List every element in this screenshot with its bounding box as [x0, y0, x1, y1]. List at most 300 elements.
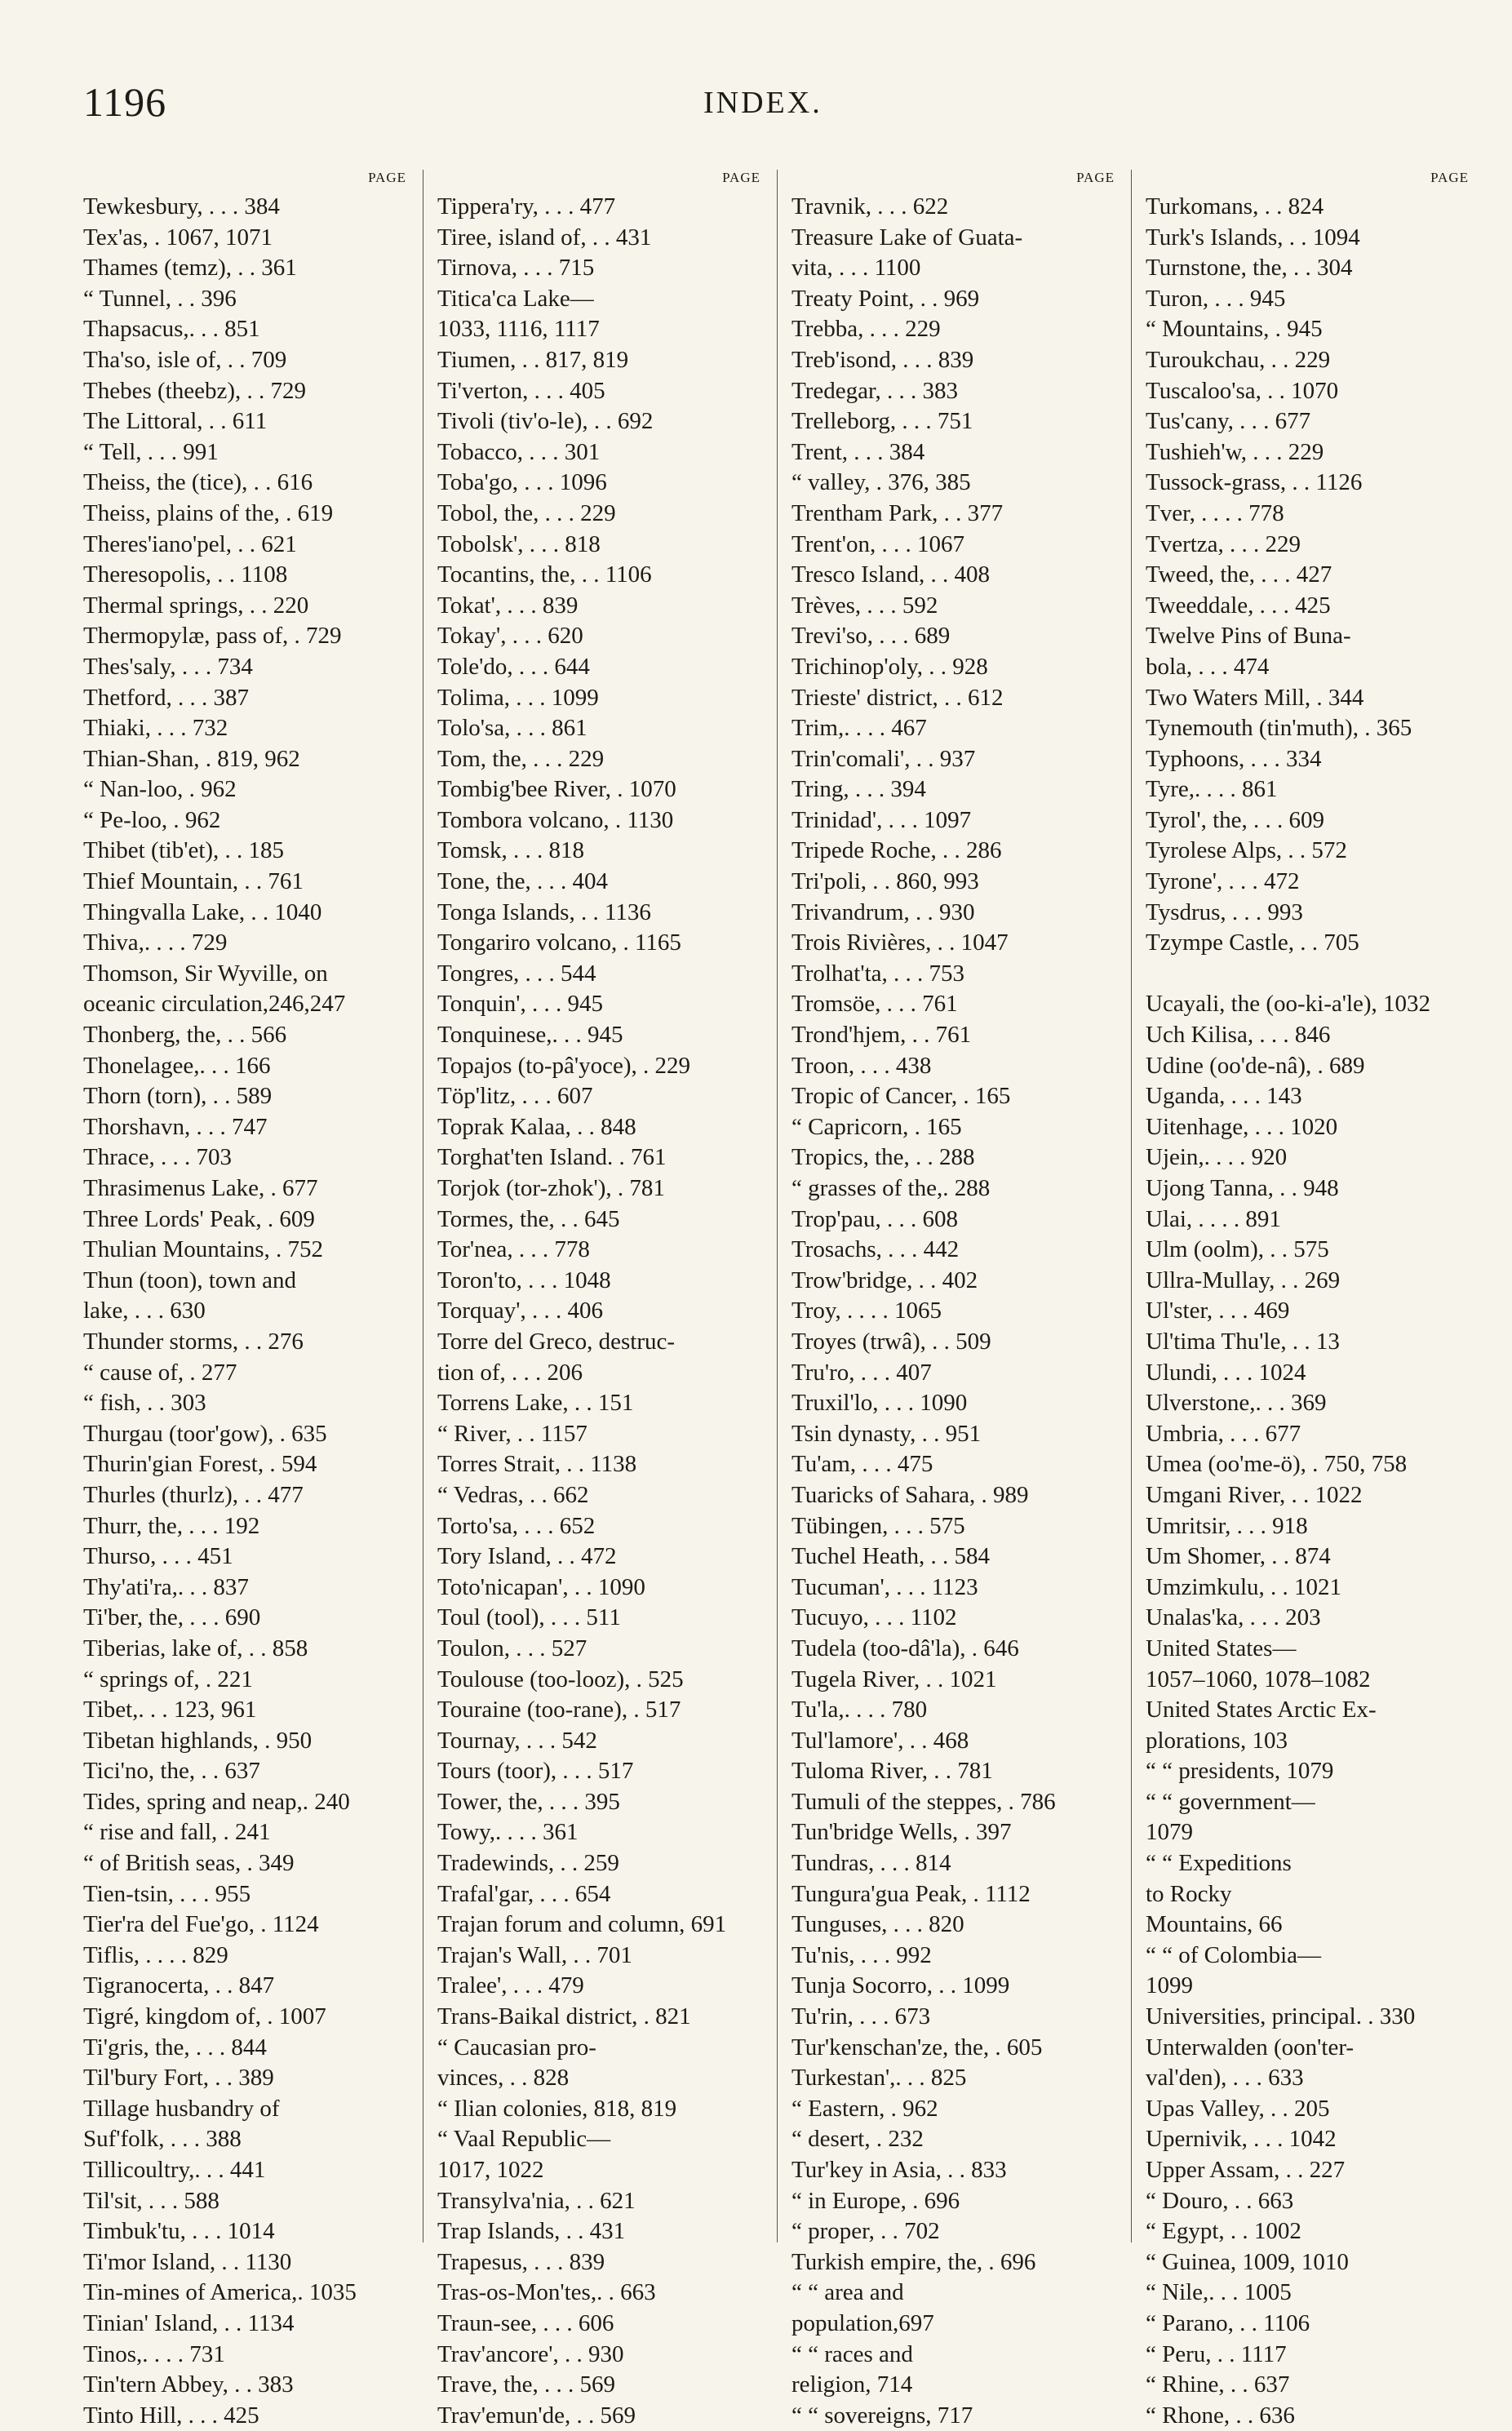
index-entry: Tyre,. . . . 861 [1146, 776, 1278, 803]
index-entry: Tucuyo, . . . 1102 [791, 1604, 957, 1631]
index-entry: “ Vedras, . . 662 [437, 1481, 589, 1508]
index-entry: Ti'verton, . . . 405 [437, 377, 605, 404]
index-entry: Thermopylæ, pass of, . 729 [83, 623, 342, 650]
index-entry: Tolima, . . . 1099 [437, 684, 599, 711]
index-entry: Trafal'gar, . . . 654 [437, 1880, 611, 1907]
index-entry: Tom, the, . . . 229 [437, 745, 605, 772]
index-entry: Trop'pau, . . . 608 [791, 1205, 958, 1232]
entry-list [83, 192, 410, 2431]
index-entry: Troon, . . . 438 [791, 1052, 932, 1079]
index-entry: Trow'bridge, . . 402 [791, 1267, 978, 1293]
index-entry: “ Peru, . . 1117 [1146, 2340, 1287, 2367]
entry-list [791, 192, 1118, 2431]
index-entry: Toto'nicapan', . . 1090 [437, 1573, 645, 1600]
index-entry: “ grasses of the,. 288 [791, 1175, 991, 1201]
index-entry: Turon, . . . 945 [1146, 285, 1286, 312]
index-entry: “ “ sovereigns, 717 [791, 2402, 973, 2429]
index-entry: Upernivik, . . . 1042 [1146, 2126, 1337, 2153]
index-entry: Tralee', . . . 479 [437, 1972, 584, 1999]
index-entry: Treb'isond, . . . 839 [791, 346, 974, 373]
index-entry: Trajan forum and column, 691 [437, 1911, 727, 1938]
index-entry: Tex'as, . 1067, 1071 [83, 224, 273, 251]
index-entry: Til'bury Fort, . . 389 [83, 2065, 274, 2092]
index-entry: Ulundi, . . . 1024 [1146, 1359, 1306, 1386]
index-entry: “ valley, . 376, 385 [791, 469, 971, 496]
index-entry: Tvertza, . . . 229 [1146, 530, 1301, 557]
index-entry: oceanic circulation,246,247 [83, 991, 346, 1018]
index-entry: Tweed, the, . . . 427 [1146, 561, 1332, 588]
index-entry: Turoukchau, . . 229 [1146, 346, 1331, 373]
index-entry: Tole'do, . . . 644 [437, 653, 590, 680]
page-header [0, 78, 1512, 144]
index-entry: Truxil'lo, . . . 1090 [791, 1390, 968, 1417]
index-entry: Thames (temz), . . 361 [83, 255, 297, 282]
index-entry: Tonquin', . . . 945 [437, 991, 603, 1018]
index-entry: Trolhat'ta, . . . 753 [791, 960, 964, 987]
index-entry: Tower, the, . . . 395 [437, 1788, 620, 1815]
index-entry: Tver, . . . . 778 [1146, 499, 1284, 526]
index-entry: Umbria, . . . 677 [1146, 1420, 1301, 1447]
index-entry: “ Douro, . . 663 [1146, 2187, 1294, 2214]
index-entry: bola, . . . 474 [1146, 653, 1270, 680]
index-entry: Tuscaloo'sa, . . 1070 [1146, 377, 1339, 404]
index-entry: Trap Islands, . . 431 [437, 2218, 626, 2245]
index-entry: Tici'no, the, . . 637 [83, 1758, 260, 1785]
index-entry: Tru'ro, . . . 407 [791, 1359, 932, 1386]
index-entry: “ “ of Colombia— [1146, 1941, 1322, 1968]
index-entry: Mountains, 66 [1146, 1911, 1283, 1938]
index-entry: Tromsöe, . . . 761 [791, 991, 958, 1018]
index-entry: Trav'ancore', . . 930 [437, 2340, 624, 2367]
index-entry: Tocantins, the, . . 1106 [437, 561, 652, 588]
index-entry: Timbuk'tu, . . . 1014 [83, 2218, 275, 2245]
index-entry: The Littoral, . . 611 [83, 408, 268, 435]
index-entry: 1079 [1146, 1819, 1193, 1846]
index-entry: Trav'emun'de, . . 569 [437, 2402, 636, 2429]
index-entry: Theiss, the (tice), . . 616 [83, 469, 313, 496]
index-entry: Tillage husbandry of [83, 2095, 280, 2122]
index-entry: Uganda, . . . 143 [1146, 1083, 1302, 1110]
index-entry: Thrasimenus Lake, . 677 [83, 1175, 318, 1201]
index-entry: Ti'gris, the, . . . 844 [83, 2034, 267, 2061]
index-entry: “ Rhine, . . 637 [1146, 2371, 1290, 2398]
index-entry: “ desert, . 232 [791, 2126, 924, 2153]
index-entry: Tiberias, lake of, . . 858 [83, 1635, 308, 1661]
index-entry: Thingvalla Lake, . . 1040 [83, 898, 322, 925]
index-entry: “ “ government— [1146, 1788, 1315, 1815]
index-entry: Tier'ra del Fue'go, . 1124 [83, 1911, 319, 1938]
index-column-2 [437, 170, 764, 2431]
index-entry: Toulon, . . . 527 [437, 1635, 588, 1661]
index-entry: Traun-see, . . . 606 [437, 2309, 614, 2336]
index-entry: Tu'rin, . . . 673 [791, 2003, 931, 2030]
index-entry: Tyrone', . . . 472 [1146, 868, 1300, 895]
index-entry: Topajos (to-pâ'yoce), . 229 [437, 1052, 691, 1079]
index-entry: Tippera'ry, . . . 477 [437, 193, 616, 220]
index-entry: “ Nan-loo, . 962 [83, 776, 237, 803]
running-head: INDEX. [703, 86, 823, 120]
index-entry: Tyrol', the, . . . 609 [1146, 806, 1325, 833]
index-entry: Tivoli (tiv'o-le), . . 692 [437, 408, 654, 435]
index-entry: Tugela River, . . 1021 [791, 1666, 997, 1692]
index-entry: Treaty Point, . . 969 [791, 285, 980, 312]
index-entry: Suf'folk, . . . 388 [83, 2126, 242, 2153]
index-entry: Trichinop'oly, . . 928 [791, 653, 988, 680]
index-entry: Trosachs, . . . 442 [791, 1236, 960, 1263]
index-entry: Torto'sa, . . . 652 [437, 1512, 596, 1539]
index-entry: Tripede Roche, . . 286 [791, 837, 1002, 864]
index-entry: Universities, principal. . 330 [1146, 2003, 1416, 2030]
index-entry: Tombora volcano, . 1130 [437, 806, 674, 833]
index-entry: Theres'iano'pel, . . 621 [83, 530, 297, 557]
page-number: 1196 [83, 79, 167, 125]
index-entry: Tournay, . . . 542 [437, 1727, 597, 1754]
index-entry: Thapsacus,. . . 851 [83, 316, 260, 343]
index-column-3 [791, 170, 1118, 2431]
index-entry: Tiflis, . . . . 829 [83, 1941, 228, 1968]
index-entry: Thurr, the, . . . 192 [83, 1512, 260, 1539]
index-entry: Tomsk, . . . 818 [437, 837, 585, 864]
index-entry: Tours (toor), . . . 517 [437, 1758, 634, 1785]
index-entry: Turkish empire, the, . 696 [791, 2248, 1036, 2275]
index-entry [1146, 959, 1472, 990]
index-entry: Tredegar, . . . 383 [791, 377, 958, 404]
index-entry: Travnik, . . . 622 [791, 193, 949, 220]
index-entry: Toron'to, . . . 1048 [437, 1267, 611, 1293]
index-entry: Trave, the, . . . 569 [437, 2371, 616, 2398]
index-entry: Tokay', . . . 620 [437, 623, 583, 650]
index-entry: Ul'ster, . . . 469 [1146, 1298, 1290, 1324]
index-entry: Trebba, . . . 229 [791, 316, 941, 343]
index-entry: Unterwalden (oon'ter- [1146, 2034, 1355, 2061]
index-entry: Tokat', . . . 839 [437, 592, 579, 619]
index-entry: “ Parano, . . 1106 [1146, 2309, 1310, 2336]
index-entry: Trent'on, . . . 1067 [791, 530, 965, 557]
index-entry: Tory Island, . . 472 [437, 1543, 617, 1570]
index-entry: Thomson, Sir Wyville, on [83, 960, 328, 987]
index-entry: Ucayali, the (oo-ki-a'le), 1032 [1146, 991, 1431, 1018]
index-entry: Torquay', . . . 406 [437, 1298, 603, 1324]
index-entry: Tübingen, . . . 575 [791, 1512, 965, 1539]
index-entry: Udine (oo'de-nâ), . 689 [1146, 1052, 1365, 1079]
index-entry: Treasure Lake of Guata- [791, 224, 1023, 251]
index-entry: Tri'poli, . . 860, 993 [791, 868, 979, 895]
index-entry: Tien-tsin, . . . 955 [83, 1880, 251, 1907]
index-entry: Toulouse (too-looz), . 525 [437, 1666, 684, 1692]
index-entry: Tumuli of the steppes, . 786 [791, 1788, 1056, 1815]
index-entry: Ullra-Mullay, . . 269 [1146, 1267, 1341, 1293]
index-entry: Thibet (tib'et), . . 185 [83, 837, 285, 864]
index-entry: Ulai, . . . . 891 [1146, 1205, 1281, 1232]
index-entry: Trans-Baikal district, . 821 [437, 2003, 691, 2030]
index-entry: Tras-os-Mon'tes,. . 663 [437, 2279, 656, 2306]
index-entry: Toba'go, . . . 1096 [437, 469, 607, 496]
index-entry: plorations, 103 [1146, 1727, 1288, 1754]
index-entry: Two Waters Mill, . 344 [1146, 684, 1364, 711]
index-entry: “ cause of, . 277 [83, 1359, 237, 1386]
index-column-1 [83, 170, 410, 2431]
index-entry: Tolo'sa, . . . 861 [437, 715, 588, 742]
index-entry: Tradewinds, . . 259 [437, 1850, 619, 1877]
index-entry: Umzimkulu, . . 1021 [1146, 1573, 1342, 1600]
index-entry: Tiumen, . . 817, 819 [437, 346, 629, 373]
index-entry: Touraine (too-rane), . 517 [437, 1697, 681, 1723]
index-entry: Thiva,. . . . 729 [83, 929, 228, 956]
index-entry: Tucuman', . . . 1123 [791, 1573, 978, 1600]
index-entry: Theresopolis, . . 1108 [83, 561, 288, 588]
index-entry: Tur'key in Asia, . . 833 [791, 2157, 1007, 2183]
index-entry: Troy, . . . . 1065 [791, 1298, 942, 1324]
index-entry: Tonga Islands, . . 1136 [437, 898, 651, 925]
index-entry: Tombig'bee River, . 1070 [437, 776, 676, 803]
index-entry: Tinos,. . . . 731 [83, 2340, 225, 2367]
index-entry: Trin'comali', . . 937 [791, 745, 976, 772]
index-entry: Tur'kenschan'ze, the, . 605 [791, 2034, 1043, 2061]
index-entry: Tigranocerta, . . 847 [83, 1972, 275, 1999]
index-entry: Tundras, . . . 814 [791, 1850, 951, 1877]
index-entry: Tussock-grass, . . 1126 [1146, 469, 1363, 496]
index-entry: “ Caucasian pro- [437, 2034, 596, 2061]
index-entry: vinces, . . 828 [437, 2065, 570, 2092]
index-entry: Unalas'ka, . . . 203 [1146, 1604, 1321, 1631]
index-entry: Tsin dynasty, . . 951 [791, 1420, 982, 1447]
index-entry: Tongres, . . . 544 [437, 960, 596, 987]
index-entry: Tu'nis, . . . 992 [791, 1941, 932, 1968]
index-entry: “ Tell, . . . 991 [83, 438, 219, 465]
index-entry: 1057–1060, 1078–1082 [1146, 1666, 1371, 1692]
index-entry: Thorn (torn), . . 589 [83, 1083, 273, 1110]
index-entry: “ Rhone, . . 636 [1146, 2402, 1295, 2429]
index-entry: Tul'lamore', . . 468 [791, 1727, 969, 1754]
index-entry: Tibet,. . . 123, 961 [83, 1697, 257, 1723]
index-entry: Thurin'gian Forest, . 594 [83, 1451, 317, 1478]
column-header: PAGE [368, 170, 406, 185]
index-entry: Tzympe Castle, . . 705 [1146, 929, 1359, 956]
index-entry: religion, 714 [791, 2371, 913, 2398]
column-rule [777, 170, 778, 2242]
index-entry: Tweeddale, . . . 425 [1146, 592, 1331, 619]
index-entry: Tobol, the, . . . 229 [437, 499, 616, 526]
index-entry: Thian-Shan, . 819, 962 [83, 745, 300, 772]
index-entry: Three Lords' Peak, . 609 [83, 1205, 315, 1232]
index-entry: Toul (tool), . . . 511 [437, 1604, 621, 1631]
index-entry: Thulian Mountains, . 752 [83, 1236, 324, 1263]
index-entry: Tynemouth (tin'muth), . 365 [1146, 715, 1412, 742]
index-entry: Thrace, . . . 703 [83, 1144, 232, 1171]
index-entry: Töp'litz, . . . 607 [437, 1083, 593, 1110]
index-entry: Tone, the, . . . 404 [437, 868, 608, 895]
index-entry: Tormes, the, . . 645 [437, 1205, 620, 1232]
index-entry: Thonelagee,. . . 166 [83, 1052, 271, 1079]
index-entry: Tring, . . . 394 [791, 776, 926, 803]
index-entry: Trond'hjem, . . 761 [791, 1022, 972, 1049]
index-entry: Ujong Tanna, . . 948 [1146, 1175, 1339, 1201]
index-entry: Tinto Hill, . . . 425 [83, 2402, 259, 2429]
index-entry: “ springs of, . 221 [83, 1666, 253, 1692]
index-entry: Thiaki, . . . 732 [83, 715, 228, 742]
index-entry: “ proper, . . 702 [791, 2218, 940, 2245]
index-entry: Til'sit, . . . 588 [83, 2187, 219, 2214]
index-entry: Tun'bridge Wells, . 397 [791, 1819, 1012, 1846]
index-entry: Thun (toon), town and [83, 1267, 296, 1293]
index-entry: Tus'cany, . . . 677 [1146, 408, 1311, 435]
index-entry: Um Shomer, . . 874 [1146, 1543, 1331, 1570]
column-header: PAGE [1076, 170, 1115, 185]
index-entry: Ti'ber, the, . . . 690 [83, 1604, 261, 1631]
entry-list [437, 192, 764, 2431]
index-entry: 1017, 1022 [437, 2157, 544, 2183]
index-entry: Umritsir, . . . 918 [1146, 1512, 1308, 1539]
index-entry: Tudela (too-dâ'la), . 646 [791, 1635, 1019, 1661]
index-entry: Ulverstone,. . . 369 [1146, 1390, 1327, 1417]
index-entry: Tuaricks of Sahara, . 989 [791, 1481, 1029, 1508]
index-entry: Trelleborg, . . . 751 [791, 408, 973, 435]
index-entry: Tropics, the, . . 288 [791, 1144, 975, 1171]
index-entry: Thebes (theebz), . . 729 [83, 377, 306, 404]
index-entry: Tirnova, . . . 715 [437, 255, 595, 282]
index-column-4 [1146, 170, 1472, 2431]
index-entry: Thurles (thurlz), . . 477 [83, 1481, 304, 1508]
index-entry: “ Capricorn, . 165 [791, 1113, 962, 1140]
index-entry: Toprak Kalaa, . . 848 [437, 1113, 636, 1140]
index-entry: “ of British seas, . 349 [83, 1850, 295, 1877]
index-entry: Tinian' Island, . . 1134 [83, 2309, 295, 2336]
index-entry: Ulm (oolm), . . 575 [1146, 1236, 1329, 1263]
index-entry: Upas Valley, . . 205 [1146, 2095, 1330, 2122]
index-entry: Tobolsk', . . . 818 [437, 530, 601, 557]
column-header: PAGE [1430, 170, 1469, 185]
index-entry: Turk's Islands, . . 1094 [1146, 224, 1360, 251]
index-entry: Tushieh'w, . . . 229 [1146, 438, 1324, 465]
index-entry: Thes'saly, . . . 734 [83, 653, 253, 680]
index-entry: Twelve Pins of Buna- [1146, 623, 1351, 650]
index-entry: Torre del Greco, destruc- [437, 1328, 676, 1355]
index-entry: Uitenhage, . . . 1020 [1146, 1113, 1338, 1140]
index-entry: Tuchel Heath, . . 584 [791, 1543, 990, 1570]
index-entry: “ Vaal Republic— [437, 2126, 611, 2153]
index-entry: Torjok (tor-zhok'), . 781 [437, 1175, 665, 1201]
index-entry: Thurso, . . . 451 [83, 1543, 233, 1570]
index-entry: Tewkesbury, . . . 384 [83, 193, 280, 220]
index-entry: Tropic of Cancer, . 165 [791, 1083, 1011, 1110]
index-entry: to Rocky [1146, 1880, 1232, 1907]
index-entry: “ “ Expeditions [1146, 1850, 1292, 1877]
index-entry: Trentham Park, . . 377 [791, 499, 1004, 526]
index-entry: val'den), . . . 633 [1146, 2065, 1304, 2092]
index-entry: “ rise and fall, . 241 [83, 1819, 271, 1846]
index-entry: Thunder storms, . . 276 [83, 1328, 304, 1355]
index-entry: 1099 [1146, 1972, 1193, 1999]
index-entry: Tin-mines of America,. 1035 [83, 2279, 357, 2306]
index-entry: Typhoons, . . . 334 [1146, 745, 1322, 772]
index-entry: “ “ area and [791, 2279, 904, 2306]
index-entry: Tonquinese,. . . 945 [437, 1022, 623, 1049]
index-entry: “ “ presidents, 1079 [1146, 1758, 1334, 1785]
index-entry: “ Pe-loo, . 962 [83, 806, 221, 833]
index-entry: Thy'ati'ra,. . . 837 [83, 1573, 249, 1600]
index-entry: “ Ilian colonies, 818, 819 [437, 2095, 677, 2122]
index-entry: “ Mountains, . 945 [1146, 316, 1323, 343]
index-entry: Thurgau (toor'gow), . 635 [83, 1420, 327, 1447]
index-entry: Tungura'gua Peak, . 1112 [791, 1880, 1031, 1907]
index-entry: Tunja Socorro, . . 1099 [791, 1972, 1010, 1999]
index-entry: Tibetan highlands, . 950 [83, 1727, 313, 1754]
index-entry: “ in Europe, . 696 [791, 2187, 960, 2214]
index-entry: Tiree, island of, . . 431 [437, 224, 652, 251]
index-entry: Troyes (trwâ), . . 509 [791, 1328, 991, 1355]
index-entry: vita, . . . 1100 [791, 255, 921, 282]
index-entry: Trinidad', . . . 1097 [791, 806, 972, 833]
index-entry: tion of, . . . 206 [437, 1359, 583, 1386]
index-entry: Uch Kilisa, . . . 846 [1146, 1022, 1331, 1049]
index-entry: Towy,. . . . 361 [437, 1819, 579, 1846]
index-entry: Thorshavn, . . . 747 [83, 1113, 268, 1140]
index-entry: Tigré, kingdom of, . 1007 [83, 2003, 326, 2030]
index-entry: Trèves, . . . 592 [791, 592, 938, 619]
index-entry: Torrens Lake, . . 151 [437, 1390, 634, 1417]
column-header: PAGE [722, 170, 760, 185]
index-entry: Tunguses, . . . 820 [791, 1911, 964, 1938]
index-entry: Umgani River, . . 1022 [1146, 1481, 1363, 1508]
index-entry: Trim,. . . . 467 [791, 715, 927, 742]
index-entry: Turkomans, . . 824 [1146, 193, 1324, 220]
index-entry: Titica'ca Lake— [437, 285, 594, 312]
index-entry: Torres Strait, . . 1138 [437, 1451, 637, 1478]
index-entry: Thermal springs, . . 220 [83, 592, 309, 619]
index-entry: Ul'tima Thu'le, . . 13 [1146, 1328, 1340, 1355]
index-entry: United States Arctic Ex- [1146, 1697, 1377, 1723]
index-entry: “ “ races and [791, 2340, 913, 2367]
index-entry: Thetford, . . . 387 [83, 684, 249, 711]
entry-list [1146, 192, 1472, 2431]
index-entry: Tyrolese Alps, . . 572 [1146, 837, 1347, 864]
index-entry: Trois Rivières, . . 1047 [791, 929, 1009, 956]
index-entry: Upper Assam, . . 227 [1146, 2157, 1346, 2183]
index-entry: “ Tunnel, . . 396 [83, 285, 237, 312]
index-entry: Tha'so, isle of, . . 709 [83, 346, 287, 373]
column-rule [1131, 170, 1132, 2242]
index-entry: Theiss, plains of the, . 619 [83, 499, 334, 526]
index-entry: “ Egypt, . . 1002 [1146, 2218, 1301, 2245]
index-entry: Tu'la,. . . . 780 [791, 1697, 928, 1723]
index-entry: Tor'nea, . . . 778 [437, 1236, 590, 1263]
index-entry: Tuloma River, . . 781 [791, 1758, 993, 1785]
index-entry: “ Nile,. . . 1005 [1146, 2279, 1292, 2306]
index-entry: Trent, . . . 384 [791, 438, 925, 465]
index-entry: Trajan's Wall, . . 701 [437, 1941, 632, 1968]
index-entry: Turkestan',. . . 825 [791, 2065, 967, 2092]
index-entry: “ fish, . . 303 [83, 1390, 206, 1417]
index-entry: Tides, spring and neap,. 240 [83, 1788, 350, 1815]
index-entry: Tu'am, . . . 475 [791, 1451, 933, 1478]
index-entry: Tongariro volcano, . 1165 [437, 929, 681, 956]
index-entry: 1033, 1116, 1117 [437, 316, 600, 343]
index-entry: Tresco Island, . . 408 [791, 561, 991, 588]
index-entry: Thief Mountain, . . 761 [83, 868, 304, 895]
index-entry: Trivandrum, . . 930 [791, 898, 975, 925]
index-entry: “ Guinea, 1009, 1010 [1146, 2248, 1349, 2275]
index-entry: United States— [1146, 1635, 1297, 1661]
index-entry: “ River, . . 1157 [437, 1420, 588, 1447]
index-entry: Tysdrus, . . . 993 [1146, 898, 1303, 925]
index-entry: Trevi'so, . . . 689 [791, 623, 951, 650]
index-entry: Torghat'ten Island. . 761 [437, 1144, 667, 1171]
index-entry: Tobacco, . . . 301 [437, 438, 601, 465]
index-entry: Transylva'nia, . . 621 [437, 2187, 636, 2214]
index-entry: population,697 [791, 2309, 934, 2336]
index-entry: lake, . . . 630 [83, 1298, 206, 1324]
index-entry: Ujein,. . . . 920 [1146, 1144, 1288, 1171]
